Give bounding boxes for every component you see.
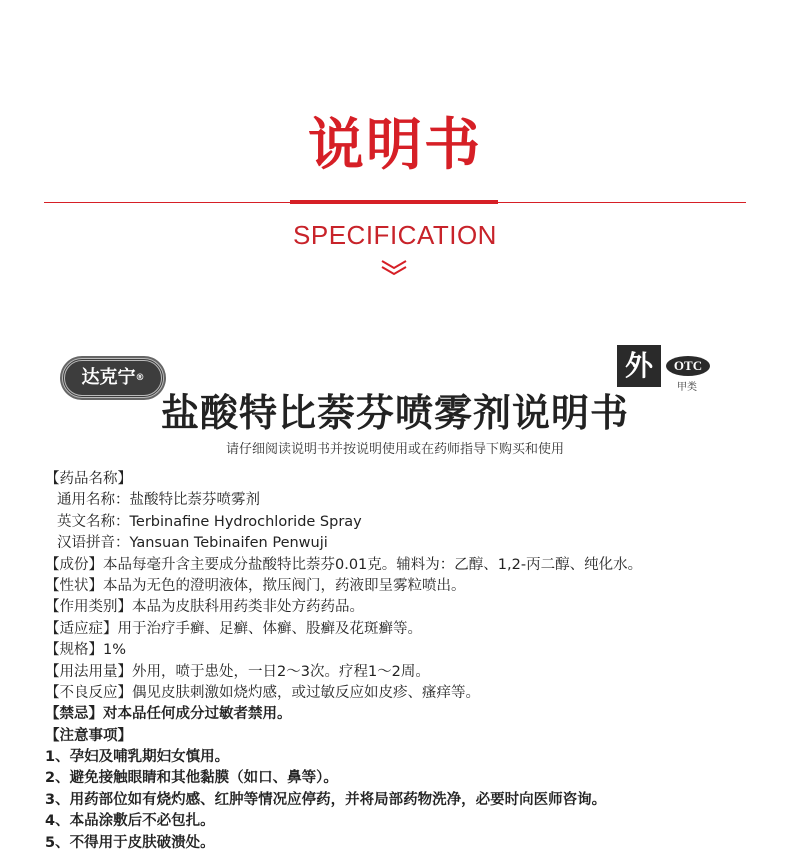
info-line: 【用法用量】外用，喷于患处，一日2～3次。疗程1～2周。 — [45, 663, 430, 680]
info-line: 【规格】1% — [45, 642, 127, 659]
leaflet-body — [45, 469, 775, 854]
list-item: 5、不得用于皮肤破溃处。 — [45, 834, 215, 851]
info-line: 英文名称：Terbinafine Hydrochloride Spray — [57, 513, 362, 530]
header-divider-accent — [290, 200, 498, 204]
section-heading: 【药品名称】 — [45, 471, 132, 487]
leaflet — [0, 330, 790, 851]
list-item: 3、用药部位如有烧灼感、红肿等情况应停药，并将局部药物洗净，必要时向医师咨询。 — [45, 791, 607, 808]
header-title: 说明书 — [308, 113, 482, 178]
otc-class-label: 甲类 — [677, 382, 697, 393]
list-item: 2、避免接触眼睛和其他黏膜（如口、鼻等）。 — [45, 770, 338, 787]
external-use-badge: 外 — [617, 345, 661, 387]
brand-name: 达克宁 — [81, 367, 136, 388]
info-line: 【禁忌】对本品任何成分过敏者禁用。 — [45, 706, 292, 723]
list-item: 1、孕妇及哺乳期妇女慎用。 — [45, 749, 230, 766]
info-line: 汉语拼音：Yansuan Tebinaifen Penwuji — [57, 535, 328, 552]
chevron-down-icon — [379, 258, 409, 280]
info-line: 【适应症】用于治疗手癣、足癣、体癣、股癣及花斑癣等。 — [45, 620, 422, 637]
info-line: 【不良反应】偶见皮肤刺激如烧灼感，或过敏反应如皮疹、瘙痒等。 — [45, 684, 480, 701]
header-subtitle: SPECIFICATION — [293, 220, 497, 250]
otc-badge: OTC — [666, 356, 710, 376]
info-line: 【作用类别】本品为皮肤科用药类非处方药药品。 — [45, 599, 364, 616]
section-heading: 【注意事项】 — [45, 727, 132, 744]
document-subtitle: 请仔细阅读说明书并按说明使用或在药师指导下购买和使用 — [225, 442, 564, 457]
list-item: 4、本品涂敷后不必包扎。 — [45, 813, 215, 830]
document-title: 盐酸特比萘芬喷雾剂说明书 — [160, 391, 629, 435]
info-line: 通用名称：盐酸特比萘芬喷雾剂 — [57, 492, 260, 509]
info-line: 【性状】本品为无色的澄明液体，揿压阀门，药液即呈雾粒喷出。 — [45, 577, 466, 594]
registered-mark: ® — [135, 373, 145, 383]
info-line: 【成份】本品每毫升含主要成分盐酸特比萘芬0.01克。辅料为：乙醇、1,2-丙二醇、纯化水。 — [45, 556, 643, 573]
